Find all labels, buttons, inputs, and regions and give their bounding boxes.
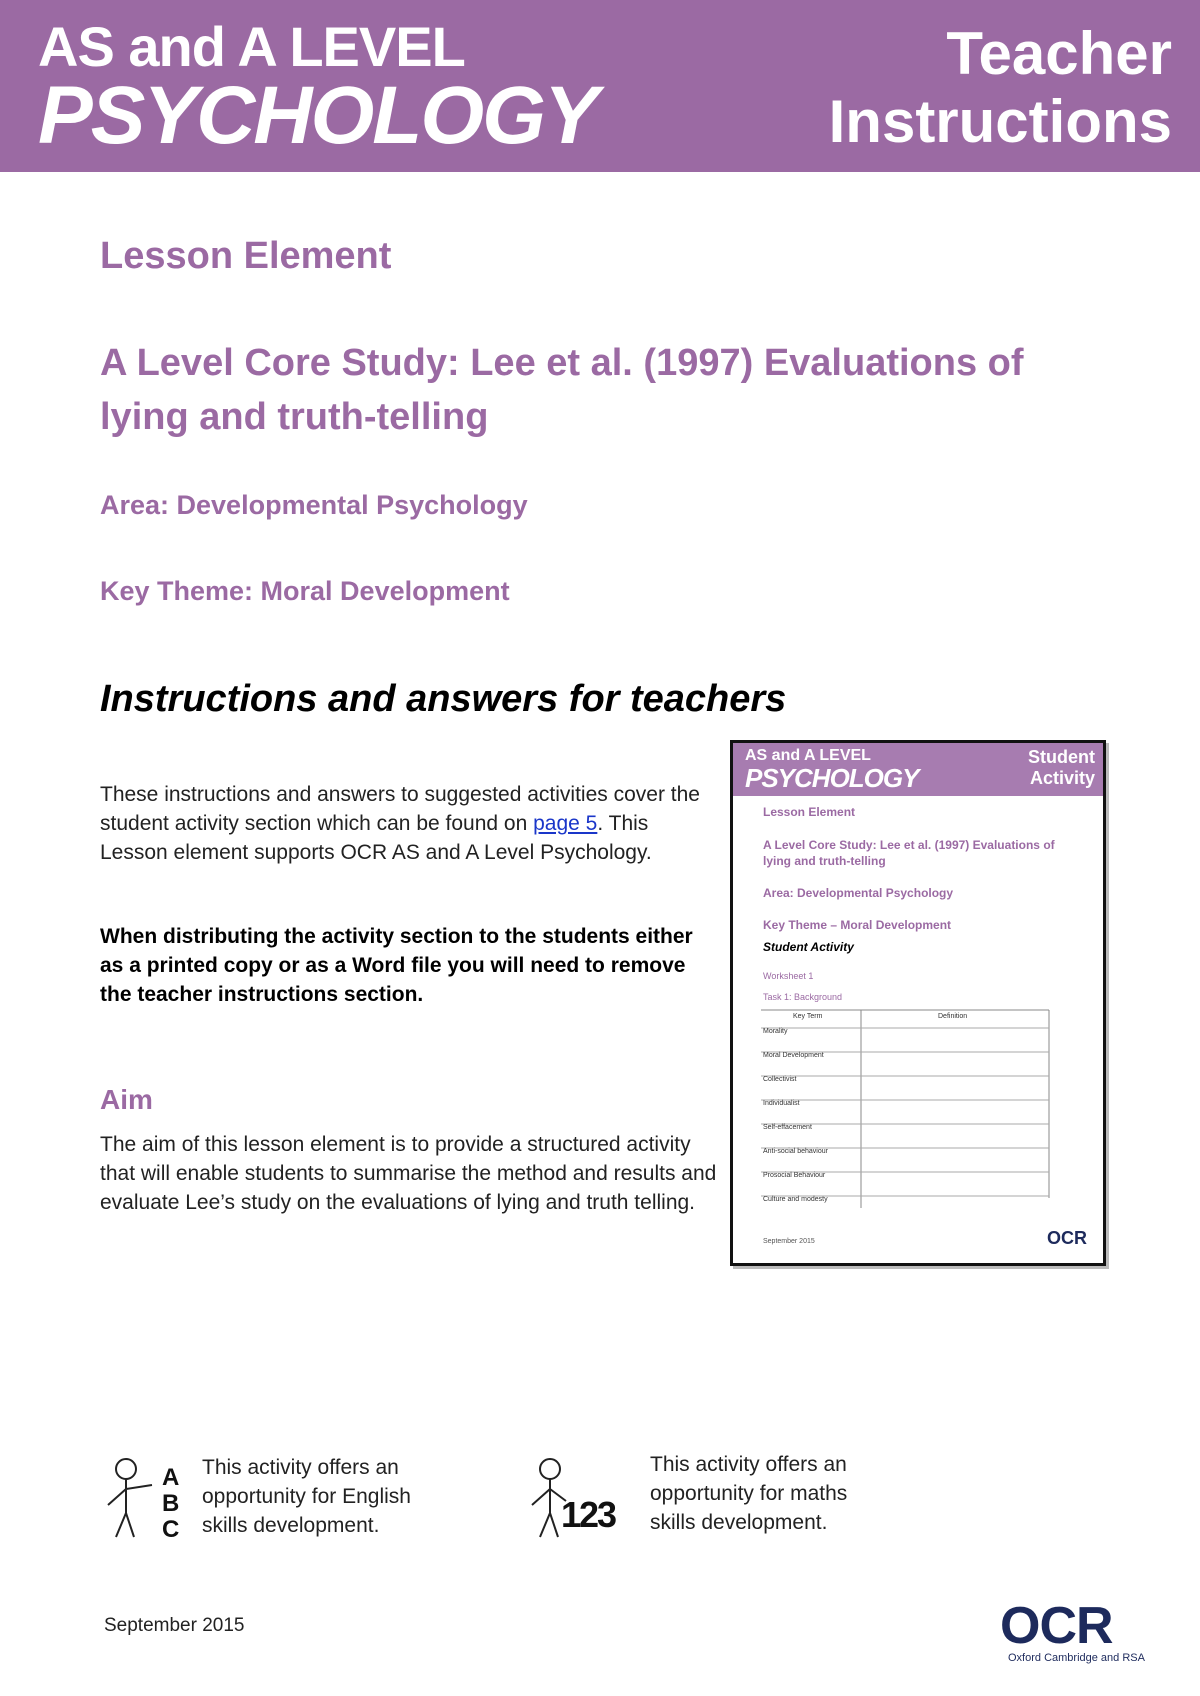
thumbnail-footer-date: September 2015 xyxy=(763,1238,815,1245)
subject-level: AS and A LEVEL xyxy=(38,15,465,78)
thumbnail-student-activity: Student Activity xyxy=(763,940,854,954)
intro-text-end: . This Lesson element supports OCR AS and A Level Psychology. xyxy=(100,812,652,864)
thumbnail-row: Anti-social behaviour xyxy=(763,1148,828,1155)
thumbnail-col-key-term: Key Term xyxy=(793,1013,823,1020)
english-letter-c: C xyxy=(162,1516,180,1540)
distribution-note: When distributing the activity section to the students either as a printed copy or as a Word file you will need to remove the teacher instructions section. xyxy=(100,925,693,1006)
ocr-logo xyxy=(1000,1597,1160,1664)
document-type-line2: Instructions xyxy=(828,88,1172,155)
key-theme-label: Key Theme: Moral Development xyxy=(100,576,510,606)
english-skills-icon xyxy=(104,1455,184,1540)
thumbnail-banner xyxy=(733,743,1103,796)
thumbnail-task: Task 1: Background xyxy=(763,992,843,1002)
thumbnail-doc-type-line2: Activity xyxy=(1029,768,1095,788)
thumbnail-doc-type xyxy=(1028,747,1095,789)
english-skills-text: This activity offers an opportunity for English skills development. xyxy=(202,1456,411,1537)
area-label: Area: Developmental Psychology xyxy=(100,490,528,520)
document-type xyxy=(829,20,1172,156)
thumbnail-key-theme: Key Theme – Moral Development xyxy=(763,918,952,932)
english-letter-b: B xyxy=(162,1490,180,1517)
lesson-element-label: Lesson Element xyxy=(100,235,392,277)
page-5-link[interactable]: page 5 xyxy=(533,812,598,835)
ocr-logo-subtitle: Oxford Cambridge and RSA xyxy=(1008,1652,1145,1664)
thumbnail-doc-type-line1: Student xyxy=(1028,747,1095,767)
thumbnail-area: Area: Developmental Psychology xyxy=(763,886,954,900)
subject-name: PSYCHOLOGY xyxy=(38,70,597,161)
thumbnail-col-definition: Definition xyxy=(938,1013,968,1020)
thumbnail-row: Morality xyxy=(763,1028,788,1035)
thumbnail-row: Moral Development xyxy=(763,1052,824,1059)
footer-date: September 2015 xyxy=(104,1615,245,1636)
thumbnail-ocr-logo: OCR xyxy=(1047,1228,1087,1248)
thumbnail-worksheet: Worksheet 1 xyxy=(763,971,814,981)
header-banner xyxy=(0,0,1200,172)
student-activity-thumbnail xyxy=(730,740,1106,1266)
subject-title xyxy=(38,15,597,161)
thumbnail-row: Collectivist xyxy=(763,1076,797,1083)
thumbnail-row: Individualist xyxy=(763,1100,800,1107)
intro-paragraph xyxy=(100,780,720,867)
ocr-logo-text: OCR xyxy=(1000,1597,1113,1655)
thumbnail-title: A Level Core Study: Lee et al. (1997) Evaluations of lying and truth-telling xyxy=(763,838,1055,868)
document-type-line1: Teacher xyxy=(946,20,1172,87)
section-heading: Instructions and answers for teachers xyxy=(100,678,787,720)
intro-text-start: These instructions and answers to suggested activities cover the student activity section which can be found on xyxy=(100,783,700,835)
thumbnail-row: Prosocial Behaviour xyxy=(763,1172,826,1179)
aim-heading: Aim xyxy=(100,1084,153,1115)
english-letter-a: A xyxy=(162,1464,180,1491)
aim-paragraph: The aim of this lesson element is to provide a structured activity that will enable students to summarise the method and results and evaluate Lee’s study on the evaluations of lying and truth telling. xyxy=(100,1133,717,1214)
thumbnail-level: AS and A LEVEL xyxy=(745,747,871,764)
maths-number: 123 xyxy=(561,1494,616,1535)
thumbnail-row: Culture and modesty xyxy=(763,1196,828,1203)
page-title: A Level Core Study: Lee et al. (1997) Evaluations of lying and truth-telling xyxy=(100,342,1024,438)
thumbnail-row: Self-effacement xyxy=(763,1124,812,1131)
maths-skills-icon xyxy=(528,1455,628,1540)
thumbnail-lesson-element: Lesson Element xyxy=(763,805,856,819)
maths-skills-text: This activity offers an opportunity for maths skills development. xyxy=(650,1453,848,1534)
thumbnail-subject: PSYCHOLOGY xyxy=(745,763,919,793)
